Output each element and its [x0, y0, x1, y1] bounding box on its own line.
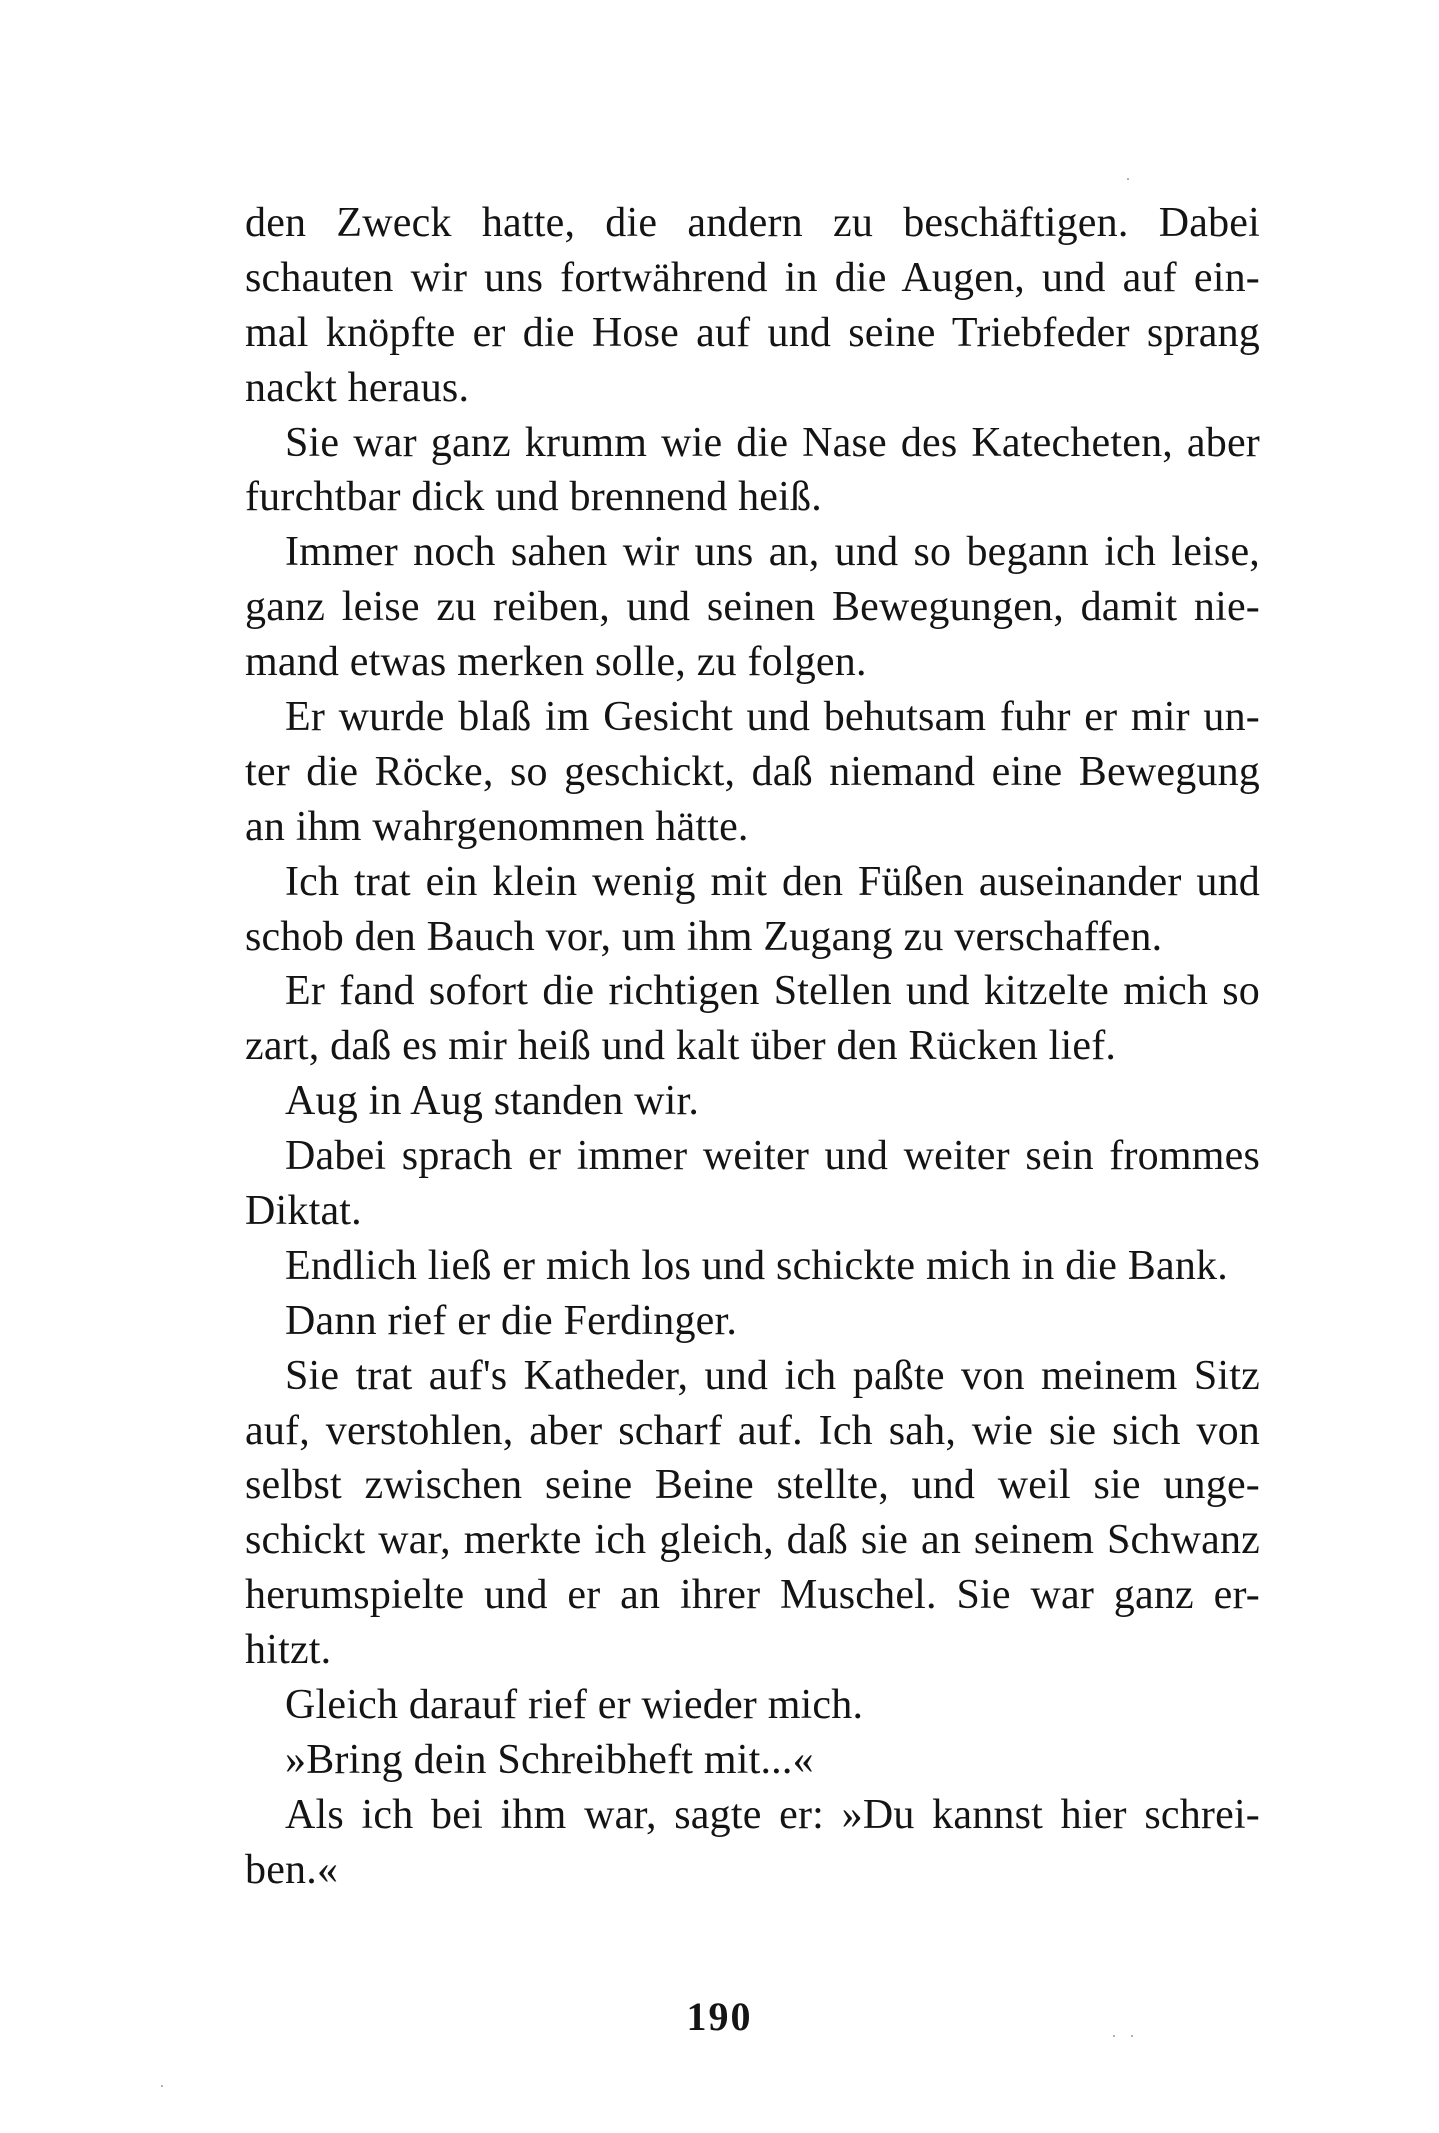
- text-line: hitzt.: [245, 1627, 332, 1674]
- text-line: Dabei sprach er immer weiter und weiter sein frommes: [285, 1133, 1260, 1180]
- text-line: herumspielte und er an ihrer Muschel. Sie war ganz er-: [245, 1572, 1260, 1619]
- text-line: Er wurde blaß im Gesicht und behutsam fuhr er mir un-: [285, 694, 1260, 741]
- text-line: schob den Bauch vor, um ihm Zugang zu verschaffen.: [245, 913, 1163, 960]
- text-line: mal knöpfte er die Hose auf und seine Triebfeder sprang: [245, 309, 1260, 356]
- text-line: Sie trat auf's Katheder, und ich paßte von meinem Sitz: [285, 1352, 1260, 1399]
- text-line: an ihm wahrgenommen hätte.: [245, 803, 749, 850]
- text-line: ben.«: [245, 1846, 339, 1893]
- text-line: »Bring dein Schreibheft mit...«: [285, 1736, 814, 1783]
- text-line: Endlich ließ er mich los und schickte mich in die Bank.: [285, 1242, 1228, 1289]
- text-line: ganz leise zu reiben, und seinen Bewegungen, damit nie-: [245, 584, 1260, 631]
- body-text: [245, 196, 1260, 1898]
- text-line: Als ich bei ihm war, sagte er: »Du kannst hier schrei-: [285, 1791, 1260, 1838]
- text-line: mand etwas merken solle, zu folgen.: [245, 639, 867, 686]
- text-line: ter die Röcke, so geschickt, daß niemand eine Bewegung: [245, 748, 1260, 795]
- text-line: selbst zwischen seine Beine stellte, und weil sie unge-: [245, 1462, 1260, 1509]
- text-line: Ich trat ein klein wenig mit den Füßen auseinander und: [285, 858, 1260, 905]
- text-line: Gleich darauf rief er wieder mich.: [285, 1682, 864, 1729]
- text-line: Dann rief er die Ferdinger.: [285, 1297, 738, 1344]
- text-line: Diktat.: [245, 1188, 362, 1235]
- text-line: zart, daß es mir heiß und kalt über den Rücken lief.: [245, 1023, 1117, 1070]
- text-line: Immer noch sahen wir uns an, und so begann ich leise,: [285, 529, 1260, 576]
- text-line: nackt heraus.: [245, 364, 470, 411]
- text-line: furchtbar dick und brennend heiß.: [245, 474, 822, 521]
- text-line: schickt war, merkte ich gleich, daß sie an seinem Schwanz: [245, 1517, 1260, 1564]
- text-line: auf, verstohlen, aber scharf auf. Ich sah, wie sie sich von: [245, 1407, 1260, 1454]
- text-line: den Zweck hatte, die andern zu beschäftigen. Dabei: [245, 200, 1260, 246]
- text-line: schauten wir uns fortwährend in die Augen, und auf ein-: [245, 254, 1260, 301]
- text-line: Aug in Aug standen wir.: [285, 1078, 700, 1125]
- text-line: Sie war ganz krumm wie die Nase des Katecheten, aber: [285, 419, 1260, 466]
- text-line: Er fand sofort die richtigen Stellen und kitzelte mich so: [285, 968, 1260, 1015]
- page-number: 190: [686, 1994, 753, 2039]
